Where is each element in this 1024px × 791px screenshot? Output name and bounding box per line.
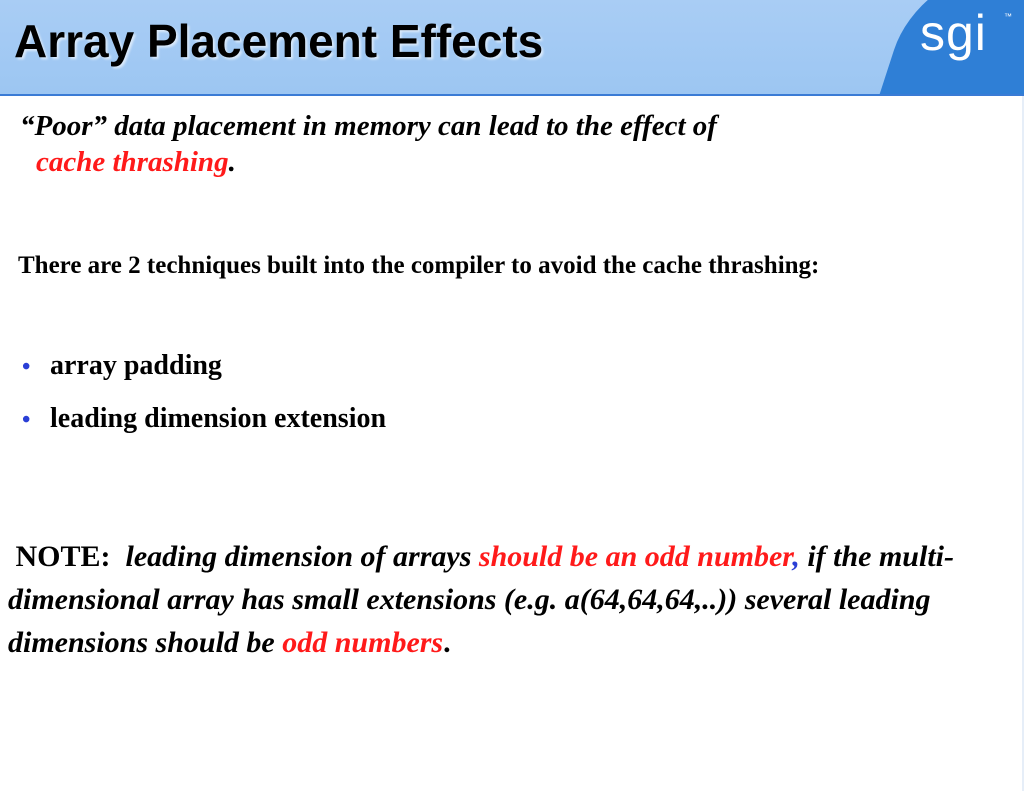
techniques-statement: There are 2 techniques built into the compiler to avoid the cache thrashing: xyxy=(18,252,820,279)
intro-line: “Poor” data placement in memory can lead to the effect of xyxy=(20,110,717,142)
note-comma: , xyxy=(792,540,800,573)
intro-period: . xyxy=(228,146,236,178)
note-emphasis-1: should be an odd number xyxy=(478,540,793,573)
list-item xyxy=(22,340,386,393)
logo-trademark: ™ xyxy=(1004,12,1012,21)
logo-text: sgi xyxy=(920,5,987,61)
list-item-text: leading dimension extension xyxy=(50,403,387,434)
bullet-icon: • xyxy=(22,407,31,433)
note-text-1: leading dimension of arrays xyxy=(125,540,472,573)
slide-title: Array Placement Effects xyxy=(14,15,544,67)
intro-line-2 xyxy=(20,144,920,180)
intro-paragraph xyxy=(20,108,920,180)
cache-thrashing-emphasis: cache thrashing xyxy=(36,146,229,178)
techniques-list xyxy=(22,340,386,446)
note-period: . xyxy=(443,626,451,659)
note-paragraph xyxy=(8,535,1008,664)
slide-header xyxy=(0,0,1024,96)
note-text-2: if the multi-dimensional array has small extensions (e.g. a(64,64,64,..)) several leading dimensions should be xyxy=(8,540,954,659)
sgi-logo xyxy=(918,4,1018,74)
note-emphasis-2: odd numbers xyxy=(282,626,444,659)
header-rule xyxy=(0,94,1024,96)
list-item xyxy=(22,393,386,446)
bullet-icon: • xyxy=(22,354,31,380)
list-item-text: array padding xyxy=(50,350,222,381)
note-label: NOTE: xyxy=(15,540,111,573)
